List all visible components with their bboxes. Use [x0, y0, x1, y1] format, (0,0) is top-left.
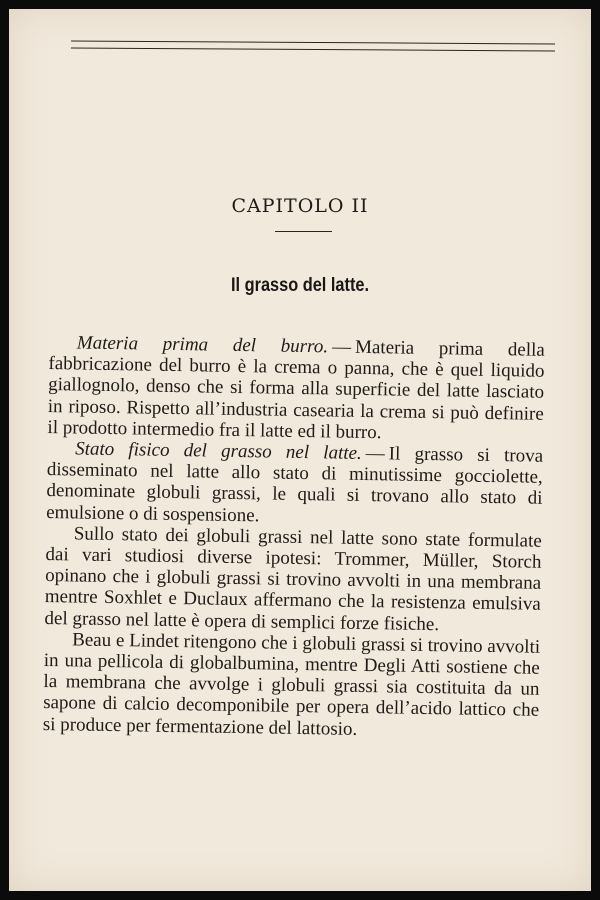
paragraph-heading: Stato fisico del grasso nel latte.: [75, 438, 362, 464]
paragraph-text: Sullo stato dei globuli grassi nel latte sono state formulate dai vari studiosi diverse ipotesi: Trommer, Müller, Storch opinano che i globuli grassi si trovino avvolti in una membrana mentre Soxhlet e Duclaux affermano che la resistenza emulsiva del grasso nel latte è opera di semplici forze fisiche.: [44, 523, 542, 635]
paragraph-heading: Materia prima del burro.: [76, 332, 329, 358]
chapter-title: Il grasso del latte.: [230, 275, 370, 296]
paragraph: [46, 438, 543, 531]
paragraph: [44, 523, 542, 637]
header-double-rule: [71, 41, 555, 52]
chapter-label: CAPITOLO II: [231, 195, 369, 217]
paragraph-text: Materia prima della fabbricazione del burro è la crema o panna, che è quel liquido giallognolo, denso che si forma alla superficie del latte lasciato in riposo. Rispetto all’industria casearia la crema si può definire il prodotto intermedio fra il latte ed il burro.: [47, 336, 545, 444]
paragraph-text: Il grasso si trova disseminato nel latte allo stato di minutissime gocciolette, denominate globuli grassi, le quali si trovano allo stato di emulsione o di sospensione.: [46, 443, 544, 526]
em-dash: —: [365, 443, 385, 465]
em-dash: —: [331, 336, 352, 358]
book-page: [9, 9, 591, 891]
paragraph: [43, 629, 541, 743]
paragraph: [47, 332, 545, 446]
paragraph-text: Beau e Lindet ritengono che i globuli grassi si trovino avvolti in una pellicola di globalbumina, mentre Degli Atti sostiene che la membrana che avvolge i globuli grassi sia costituita da un sapone di calcio decomponibile per opera dell’acido lattico che si produce per fermentazione del lattosio.: [42, 629, 541, 740]
chapter-divider: [275, 231, 332, 232]
body-text: [43, 332, 545, 743]
